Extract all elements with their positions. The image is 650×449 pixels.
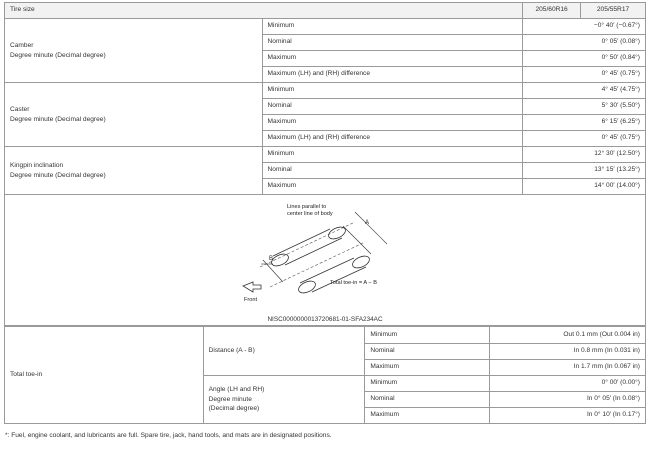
distance-row-value: Out 0.1 mm (Out 0.004 in) bbox=[490, 327, 646, 344]
kingpin-row-name: Minimum bbox=[262, 147, 523, 163]
angle-label-line3: (Decimal degree) bbox=[208, 405, 260, 413]
caster-row-name: Maximum (LH) and (RH) difference bbox=[262, 131, 523, 147]
caster-label-cell bbox=[5, 83, 263, 147]
angle-row-name: Minimum bbox=[365, 376, 490, 392]
distance-row-name: Maximum bbox=[365, 360, 490, 376]
caster-row-name: Minimum bbox=[262, 83, 523, 99]
angle-row-value: In 0° 05′ (In 0.08°) bbox=[490, 392, 646, 408]
camber-label-cell bbox=[5, 19, 263, 83]
toe-row bbox=[5, 327, 646, 344]
caster-label: Caster bbox=[10, 105, 30, 113]
lines-parallel-label-2: center line of body bbox=[287, 211, 333, 217]
caster-row-value: 4° 45′ (4.75°) bbox=[523, 83, 646, 99]
figure-caption: NISC0000000013720681-01-SFA234AC bbox=[267, 316, 383, 323]
angle-row-value: 0° 00′ (0.00°) bbox=[490, 376, 646, 392]
kingpin-row-value: 13° 15′ (13.25°) bbox=[523, 163, 646, 179]
kingpin-label: Kingpin inclination bbox=[10, 161, 64, 169]
alignment-spec-table bbox=[4, 2, 646, 326]
angle-row-name: Maximum bbox=[365, 408, 490, 424]
kingpin-unit: Degree minute (Decimal degree) bbox=[10, 171, 106, 179]
angle-row-name: Nominal bbox=[365, 392, 490, 408]
front-label: Front bbox=[244, 297, 258, 303]
angle-row-value: In 0° 10′ (In 0.17°) bbox=[490, 408, 646, 424]
distance-row-name: Minimum bbox=[365, 327, 490, 344]
kingpin-row-name: Nominal bbox=[262, 163, 523, 179]
distance-label-cell: Distance (A - B) bbox=[203, 327, 365, 376]
caster-unit: Degree minute (Decimal degree) bbox=[10, 115, 106, 123]
camber-row-name: Maximum bbox=[262, 51, 523, 67]
camber-row-value: 0° 45′ (0.75°) bbox=[523, 67, 646, 83]
camber-row bbox=[5, 19, 646, 35]
tire-size-col1: 205/60R16 bbox=[523, 3, 581, 19]
angle-label-line1: Angle (LH and RH) bbox=[208, 385, 265, 393]
dimension-a-label: A bbox=[365, 220, 370, 226]
camber-row-value: 0° 05′ (0.08°) bbox=[523, 35, 646, 51]
caster-row-value: 5° 30′ (5.50°) bbox=[523, 99, 646, 115]
toe-in-spec-table bbox=[4, 326, 646, 424]
camber-row-name: Nominal bbox=[262, 35, 523, 51]
distance-row-name: Nominal bbox=[365, 344, 490, 360]
camber-label: Camber bbox=[10, 41, 34, 49]
kingpin-row bbox=[5, 147, 646, 163]
tire-size-col2: 205/55R17 bbox=[581, 3, 646, 19]
footnote: *: Fuel, engine coolant, and lubricants are full. Spare tire, jack, hand tools, and mats are in designated positions. bbox=[5, 432, 332, 439]
toe-in-figure-cell bbox=[5, 195, 646, 326]
total-toe-in-label-cell: Total toe-in bbox=[5, 327, 204, 424]
angle-label-cell bbox=[203, 376, 365, 424]
front-arrow-icon bbox=[243, 282, 261, 292]
kingpin-row-value: 12° 30′ (12.50°) bbox=[523, 147, 646, 163]
distance-row-value: In 0.8 mm (In 0.031 in) bbox=[490, 344, 646, 360]
toe-in-figure-row bbox=[5, 195, 646, 326]
caster-row-name: Maximum bbox=[262, 115, 523, 131]
camber-row-name: Maximum (LH) and (RH) difference bbox=[262, 67, 523, 83]
caster-row-name: Nominal bbox=[262, 99, 523, 115]
dimension-a bbox=[343, 212, 387, 254]
kingpin-row-value: 14° 00′ (14.00°) bbox=[523, 179, 646, 195]
lines-parallel-label-1: Lines parallel to bbox=[287, 204, 327, 210]
header-row bbox=[5, 3, 646, 19]
angle-label-line2: Degree minute bbox=[208, 395, 252, 403]
camber-row-name: Minimum bbox=[262, 19, 523, 35]
caster-row-value: 0° 45′ (0.75°) bbox=[523, 131, 646, 147]
kingpin-row-name: Maximum bbox=[262, 179, 523, 195]
kingpin-label-cell bbox=[5, 147, 263, 195]
camber-unit: Degree minute (Decimal degree) bbox=[10, 51, 106, 59]
caster-row-value: 6° 15′ (6.25°) bbox=[523, 115, 646, 131]
total-toe-in-label: Total toe-in = A − B bbox=[330, 280, 377, 286]
camber-row-value: −0° 40′ (−0.67°) bbox=[523, 19, 646, 35]
caster-row bbox=[5, 83, 646, 99]
camber-row-value: 0° 50′ (0.84°) bbox=[523, 51, 646, 67]
toe-in-diagram bbox=[225, 202, 425, 314]
dimension-b-label: B bbox=[269, 256, 274, 262]
tire-size-label: Tire size bbox=[5, 3, 523, 19]
distance-row-value: In 1.7 mm (In 0.067 in) bbox=[490, 360, 646, 376]
